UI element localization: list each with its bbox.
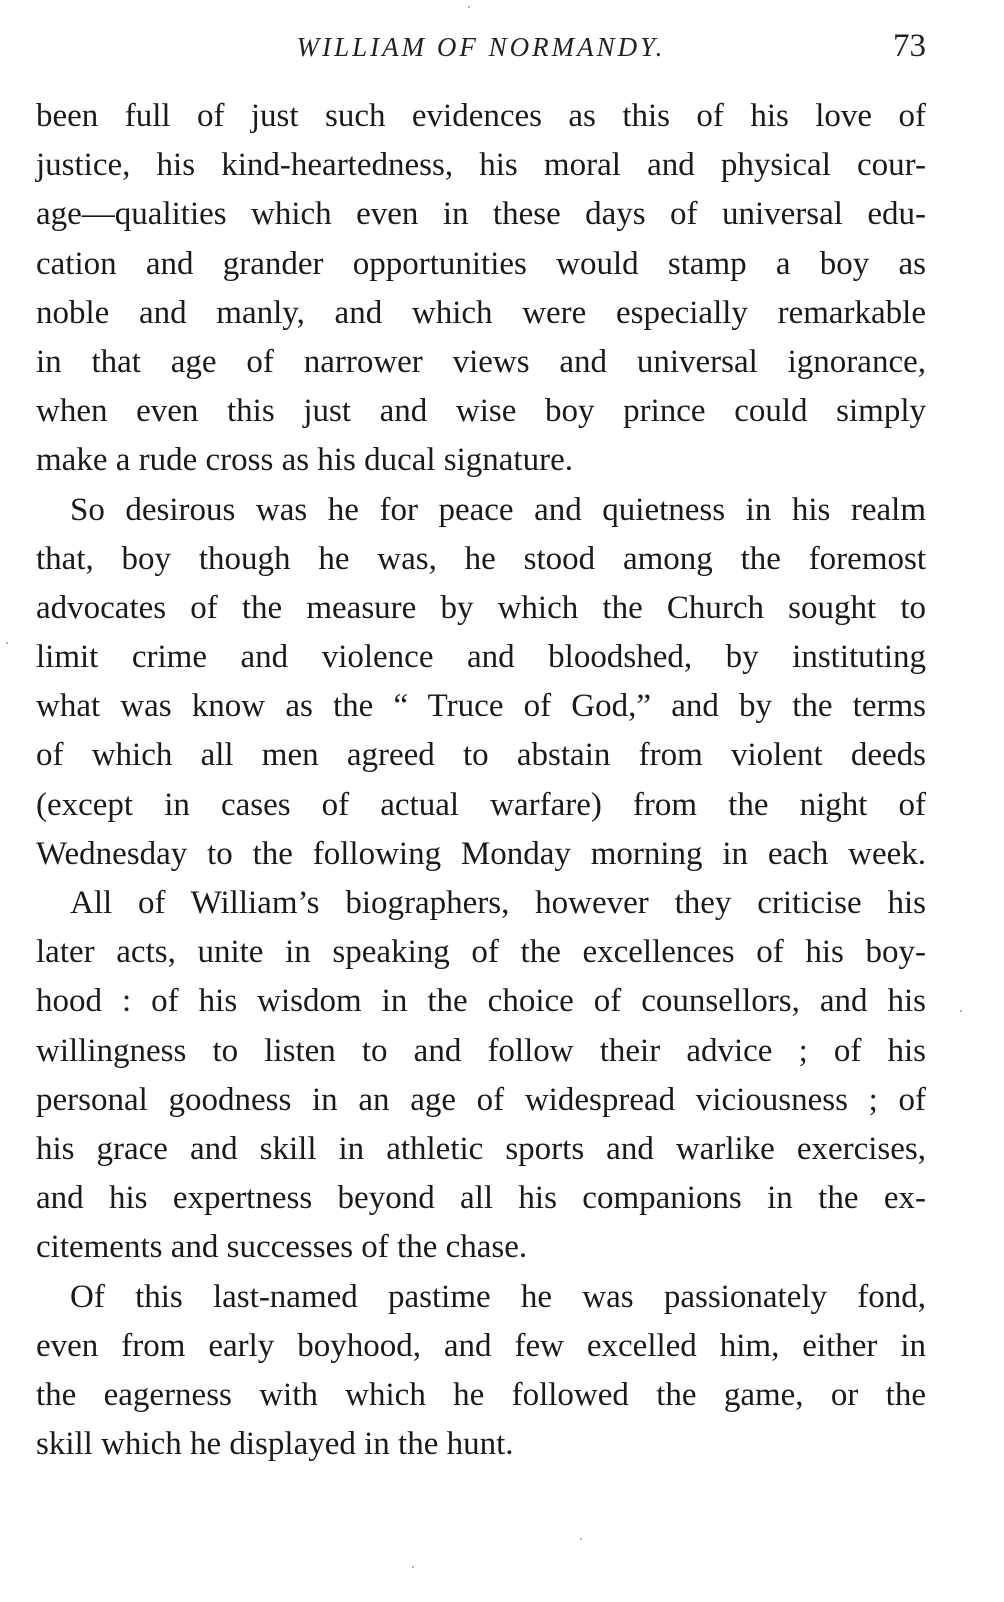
text-line: age—qualities which even in these days of universal edu- bbox=[36, 196, 926, 233]
text-line: Of this last-named pastime he was passionately fond, bbox=[70, 1278, 926, 1315]
paragraph-1 bbox=[36, 92, 926, 486]
paragraph-4 bbox=[36, 1273, 926, 1470]
scan-speck bbox=[412, 1566, 414, 1568]
text-line: that, boy though he was, he stood among the foremost bbox=[36, 540, 926, 577]
running-head bbox=[36, 24, 926, 72]
scan-speck bbox=[960, 1010, 962, 1012]
text-line: noble and manly, and which were especially remarkable bbox=[36, 294, 926, 331]
paragraph-3 bbox=[36, 879, 926, 1273]
text-line: (except in cases of actual warfare) from the night of bbox=[36, 786, 926, 823]
text-line: when even this just and wise boy prince could simply bbox=[36, 393, 926, 430]
text-line: So desirous was he for peace and quietness in his realm bbox=[70, 491, 926, 528]
text-line: cation and grander opportunities would stamp a boy as bbox=[36, 245, 926, 282]
body-text bbox=[36, 92, 926, 1469]
text-line: personal goodness in an age of widespread viciousness ; of bbox=[36, 1081, 926, 1118]
text-line: later acts, unite in speaking of the excellences of his boy- bbox=[36, 934, 926, 971]
scan-speck bbox=[580, 1538, 582, 1540]
text-line: justice, his kind-heartedness, his moral and physical cour- bbox=[36, 147, 926, 184]
text-line: advocates of the measure by which the Church sought to bbox=[36, 589, 926, 626]
text-line: hood : of his wisdom in the choice of counsellors, and his bbox=[36, 983, 926, 1020]
scan-speck bbox=[468, 6, 470, 8]
text-line: Wednesday to the following Monday morning in each week. bbox=[36, 835, 926, 872]
text-line: citements and successes of the chase. bbox=[36, 1229, 528, 1266]
text-line: skill which he displayed in the hunt. bbox=[36, 1426, 514, 1463]
page-number: 73 bbox=[893, 28, 926, 64]
text-line: and his expertness beyond all his companions in the ex- bbox=[36, 1180, 926, 1217]
scan-speck bbox=[6, 642, 8, 644]
text-line: in that age of narrower views and universal ignorance, bbox=[36, 343, 926, 380]
text-line: what was know as the “ Truce of God,” and by the terms bbox=[36, 688, 926, 725]
text-line: his grace and skill in athletic sports and warlike exercises, bbox=[36, 1130, 926, 1167]
text-line: the eagerness with which he followed the game, or the bbox=[36, 1376, 926, 1413]
text-line: willingness to listen to and follow their advice ; of his bbox=[36, 1032, 926, 1069]
text-line: All of William’s biographers, however they criticise his bbox=[70, 885, 926, 921]
text-line: limit crime and violence and bloodshed, by instituting bbox=[36, 639, 926, 676]
running-title: WILLIAM OF NORMANDY. bbox=[296, 32, 666, 62]
text-line: been full of just such evidences as this of his love of bbox=[36, 98, 926, 134]
text-line: even from early boyhood, and few excelled him, either in bbox=[36, 1327, 926, 1364]
text-line: make a rude cross as his ducal signature. bbox=[36, 442, 573, 479]
text-line: of which all men agreed to abstain from violent deeds bbox=[36, 737, 926, 774]
paragraph-2 bbox=[36, 486, 926, 880]
